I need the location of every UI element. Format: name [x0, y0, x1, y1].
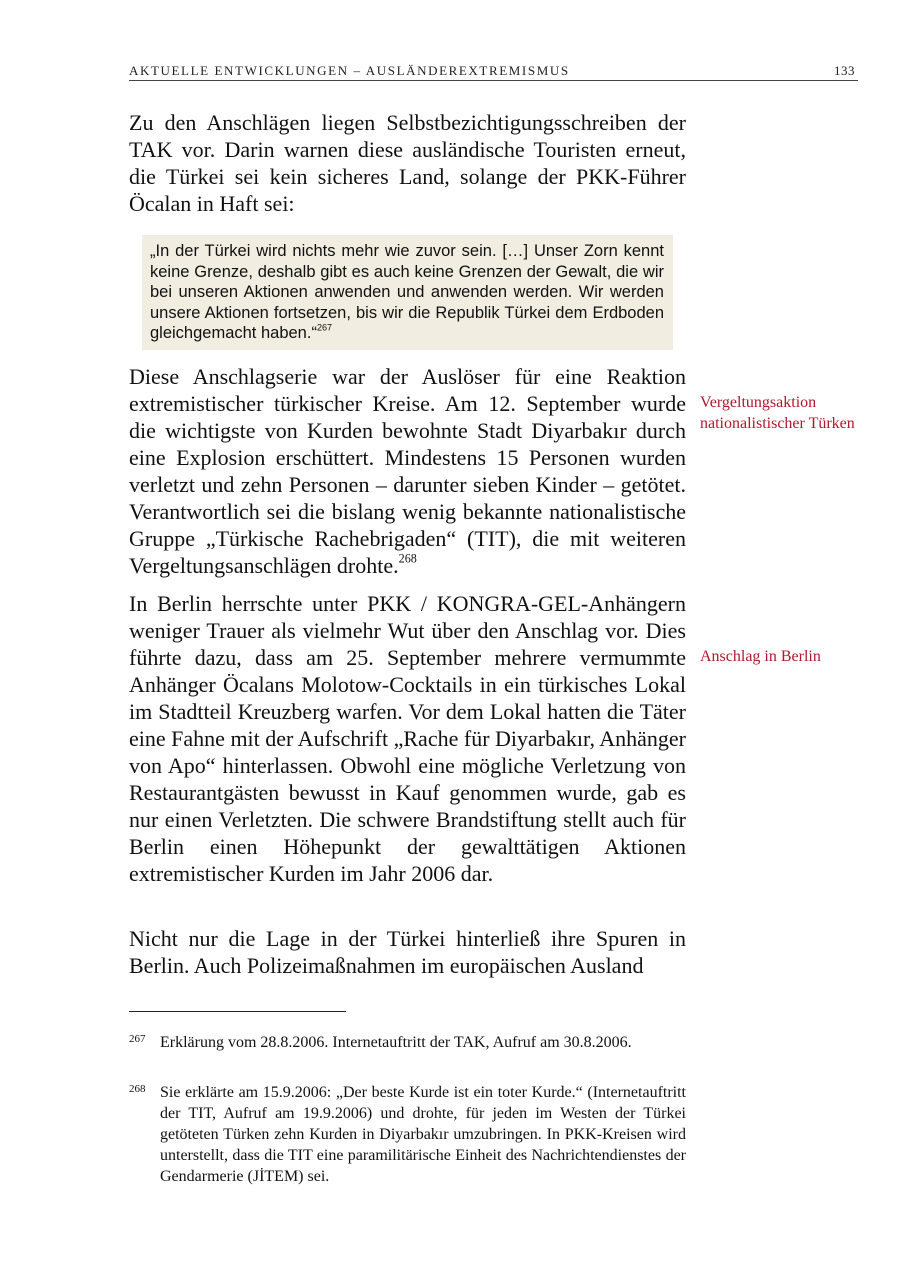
quote-text	[150, 241, 664, 344]
quote-box	[142, 235, 673, 350]
quote-body: „In der Türkei wird nichts mehr wie zuvor sein. […] Unser Zorn kennt keine Grenze, deshalb gibt es auch keine Grenzen der Gewalt, die wir bei unseren Aktionen anwenden und anwenden werden. Wir werden unsere Aktionen fortsetzen, bis wir die Republik Türkei dem Erdboden gleichgemacht haben.“	[150, 242, 664, 342]
footnote-267	[129, 1032, 686, 1053]
footnote-separator	[129, 1011, 346, 1012]
footnote-ref-268: 268	[398, 551, 417, 566]
paragraph-diyarbakir	[129, 363, 686, 579]
paragraph-continuation: Nicht nur die Lage in der Türkei hinterließ ihre Spuren in Berlin. Auch Polizeimaßnahmen im europäischen Ausland	[129, 926, 686, 978]
paragraph-intro: Zu den Anschlägen liegen Selbstbezichtigungsschreiben der TAK vor. Darin warnen diese ausländische Touristen erneut, die Türkei sei kein sicheres Land, solange der PKK-Führer Öcalan in Haft sei:	[129, 110, 686, 216]
footnote-number: 267	[129, 1033, 146, 1045]
footnote-number: 268	[129, 1083, 146, 1095]
running-header	[129, 63, 857, 79]
running-title: AKTUELLE ENTWICKLUNGEN – AUSLÄNDEREXTREMISMUS	[129, 63, 570, 78]
footnote-268	[129, 1082, 686, 1187]
margin-note-vergeltung: Vergeltungsaktion nationalistischer Türken	[700, 394, 855, 432]
quote-footnote-ref: 267	[316, 322, 333, 333]
footnote-text: Sie erklärte am 15.9.2006: „Der beste Kurde ist ein toter Kurde.“ (Internetauftritt der TIT, Aufruf am 19.9.2006) und drohte, für jeden im Westen der Türkei getöteten Türken zehn Kurden in Diyarbakır umzubringen. In PKK-Kreisen wird unterstellt, dass die TIT eine paramilitärische Einheit des Nachrichtendienstes der Gendarmerie (JİTEM) sei.	[160, 1084, 686, 1185]
margin-note-berlin: Anschlag in Berlin	[700, 648, 821, 665]
page-number: 133	[834, 63, 855, 78]
paragraph-diyarbakir-text: Diese Anschlagserie war der Auslöser für eine Reaktion extremistischer türkischer Kreise. Am 12. September wurde die wichtigste von Kurden bewohnte Stadt Diyarbakır durch eine Explosion erschüttert. Mindestens 15 Personen wurden verletzt und zehn Personen – darunter sieben Kinder – getötet. Verantwortlich sei die bislang wenig bekannte nationalistische Gruppe „Türkische Rachebrigaden“ (TIT), die mit weiteren Vergeltungsanschlägen drohte.	[129, 364, 686, 578]
paragraph-berlin: In Berlin herrschte unter PKK / KONGRA-GEL-Anhängern weniger Trauer als vielmehr Wut über den Anschlag vor. Dies führte dazu, dass am 25. September mehrere vermummte Anhänger Öcalans Molotow-Cocktails in ein türkisches Lokal im Stadtteil Kreuzberg warfen. Vor dem Lokal hatten die Täter eine Fahne mit der Aufschrift „Rache für Diyarbakır, Anhänger von Apo“ hinterlassen. Obwohl eine mögliche Verletzung von Restaurantgästen bewusst in Kauf genommen wurde, gab es nur einen Verletzten. Die schwere Brandstiftung stellt auch für Berlin einen Höhepunkt der gewalttätigen Aktionen extremistischer Kurden im Jahr 2006 dar.	[129, 591, 686, 886]
footnote-text: Erklärung vom 28.8.2006. Internetauftritt der TAK, Aufruf am 30.8.2006.	[160, 1034, 632, 1051]
header-rule	[129, 80, 858, 81]
